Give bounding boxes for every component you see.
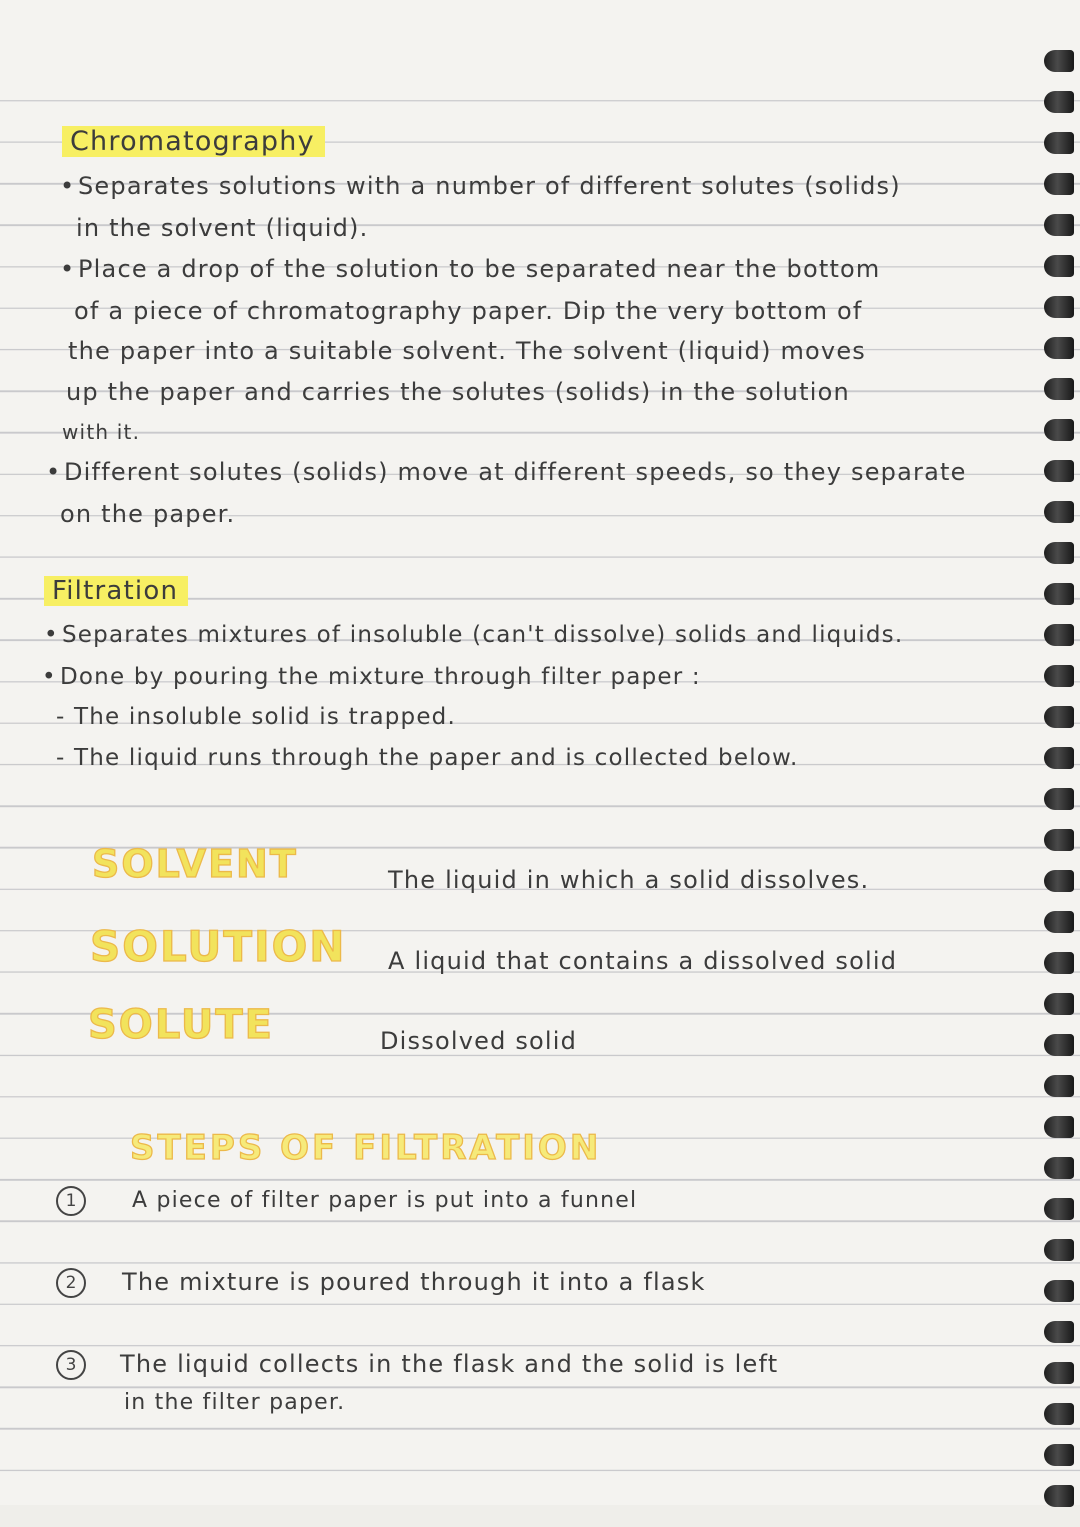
chrom-bullet-1-line-2: in the solvent (liquid). xyxy=(76,214,369,242)
spiral-ring xyxy=(1044,255,1074,277)
spiral-ring xyxy=(1044,1034,1074,1056)
spiral-ring xyxy=(1044,419,1074,441)
filtration-bullet-2: • Done by pouring the mixture through filter paper : xyxy=(60,664,701,690)
spiral-ring xyxy=(1044,542,1074,564)
spiral-ring xyxy=(1044,1198,1074,1220)
spiral-ring xyxy=(1044,1157,1074,1179)
spiral-ring xyxy=(1044,747,1074,769)
spiral-ring xyxy=(1044,1116,1074,1138)
spiral-ring xyxy=(1044,870,1074,892)
spiral-ring xyxy=(1044,1280,1074,1302)
definition-solvent: The liquid in which a solid dissolves. xyxy=(388,866,870,894)
spiral-ring xyxy=(1044,1075,1074,1097)
spiral-ring xyxy=(1044,1321,1074,1343)
spiral-ring xyxy=(1044,788,1074,810)
spiral-ring xyxy=(1044,1403,1074,1425)
step-3-number: 3 xyxy=(56,1350,86,1380)
spiral-ring xyxy=(1044,1485,1074,1507)
chrom-bullet-2-line-4: up the paper and carries the solutes (solids) in the solution xyxy=(66,378,850,406)
spiral-ring xyxy=(1044,665,1074,687)
spiral-ring xyxy=(1044,378,1074,400)
filtration-heading: Filtration xyxy=(44,576,188,606)
chrom-bullet-3-line-2: on the paper. xyxy=(60,500,236,528)
spiral-ring xyxy=(1044,173,1074,195)
step-3-text-line-1: The liquid collects in the flask and the solid is left xyxy=(120,1350,779,1378)
spiral-ring xyxy=(1044,501,1074,523)
spiral-ring xyxy=(1044,1444,1074,1466)
spiral-ring xyxy=(1044,91,1074,113)
filtration-bullet-1: • Separates mixtures of insoluble (can't dissolve) solids and liquids. xyxy=(62,622,903,648)
definition-solution: A liquid that contains a dissolved solid xyxy=(388,947,898,975)
spiral-ring xyxy=(1044,624,1074,646)
spiral-ring xyxy=(1044,214,1074,236)
spiral-ring xyxy=(1044,296,1074,318)
spiral-ring xyxy=(1044,1239,1074,1261)
spiral-ring xyxy=(1044,50,1074,72)
term-solute: SOLUTE xyxy=(88,1002,274,1048)
spiral-ring xyxy=(1044,460,1074,482)
step-1-text: A piece of filter paper is put into a funnel xyxy=(132,1188,638,1213)
term-solvent: SOLVENT xyxy=(92,842,298,886)
chromatography-heading: Chromatography xyxy=(62,126,325,157)
chrom-bullet-2-line-2: of a piece of chromatography paper. Dip the very bottom of xyxy=(74,297,863,325)
step-1-number: 1 xyxy=(56,1186,86,1216)
spiral-ring xyxy=(1044,706,1074,728)
term-solution: SOLUTION xyxy=(90,922,347,971)
chrom-bullet-3-line-1: • Different solutes (solids) move at different speeds, so they separate xyxy=(64,458,967,486)
spiral-ring xyxy=(1044,829,1074,851)
spiral-binding xyxy=(1030,20,1080,1520)
step-2-number: 2 xyxy=(56,1268,86,1298)
steps-heading: STEPS OF FILTRATION xyxy=(130,1128,602,1168)
spiral-ring xyxy=(1044,1362,1074,1384)
filtration-dash-2: - The liquid runs through the paper and is collected below. xyxy=(56,745,799,771)
chrom-bullet-1-line-1: • Separates solutions with a number of different solutes (solids) xyxy=(78,172,901,200)
definition-solute: Dissolved solid xyxy=(380,1027,578,1055)
spiral-ring xyxy=(1044,132,1074,154)
step-3-text-line-2: in the filter paper. xyxy=(124,1390,346,1415)
spiral-ring xyxy=(1044,911,1074,933)
filtration-dash-1: - The insoluble solid is trapped. xyxy=(56,704,456,730)
spiral-ring xyxy=(1044,337,1074,359)
spiral-ring xyxy=(1044,583,1074,605)
chrom-bullet-2-line-1: • Place a drop of the solution to be separated near the bottom xyxy=(78,255,881,283)
step-2-text: The mixture is poured through it into a flask xyxy=(122,1268,706,1296)
chrom-bullet-2-line-5: with it. xyxy=(62,420,141,444)
spiral-ring xyxy=(1044,952,1074,974)
spiral-ring xyxy=(1044,993,1074,1015)
chrom-bullet-2-line-3: the paper into a suitable solvent. The solvent (liquid) moves xyxy=(68,337,867,365)
